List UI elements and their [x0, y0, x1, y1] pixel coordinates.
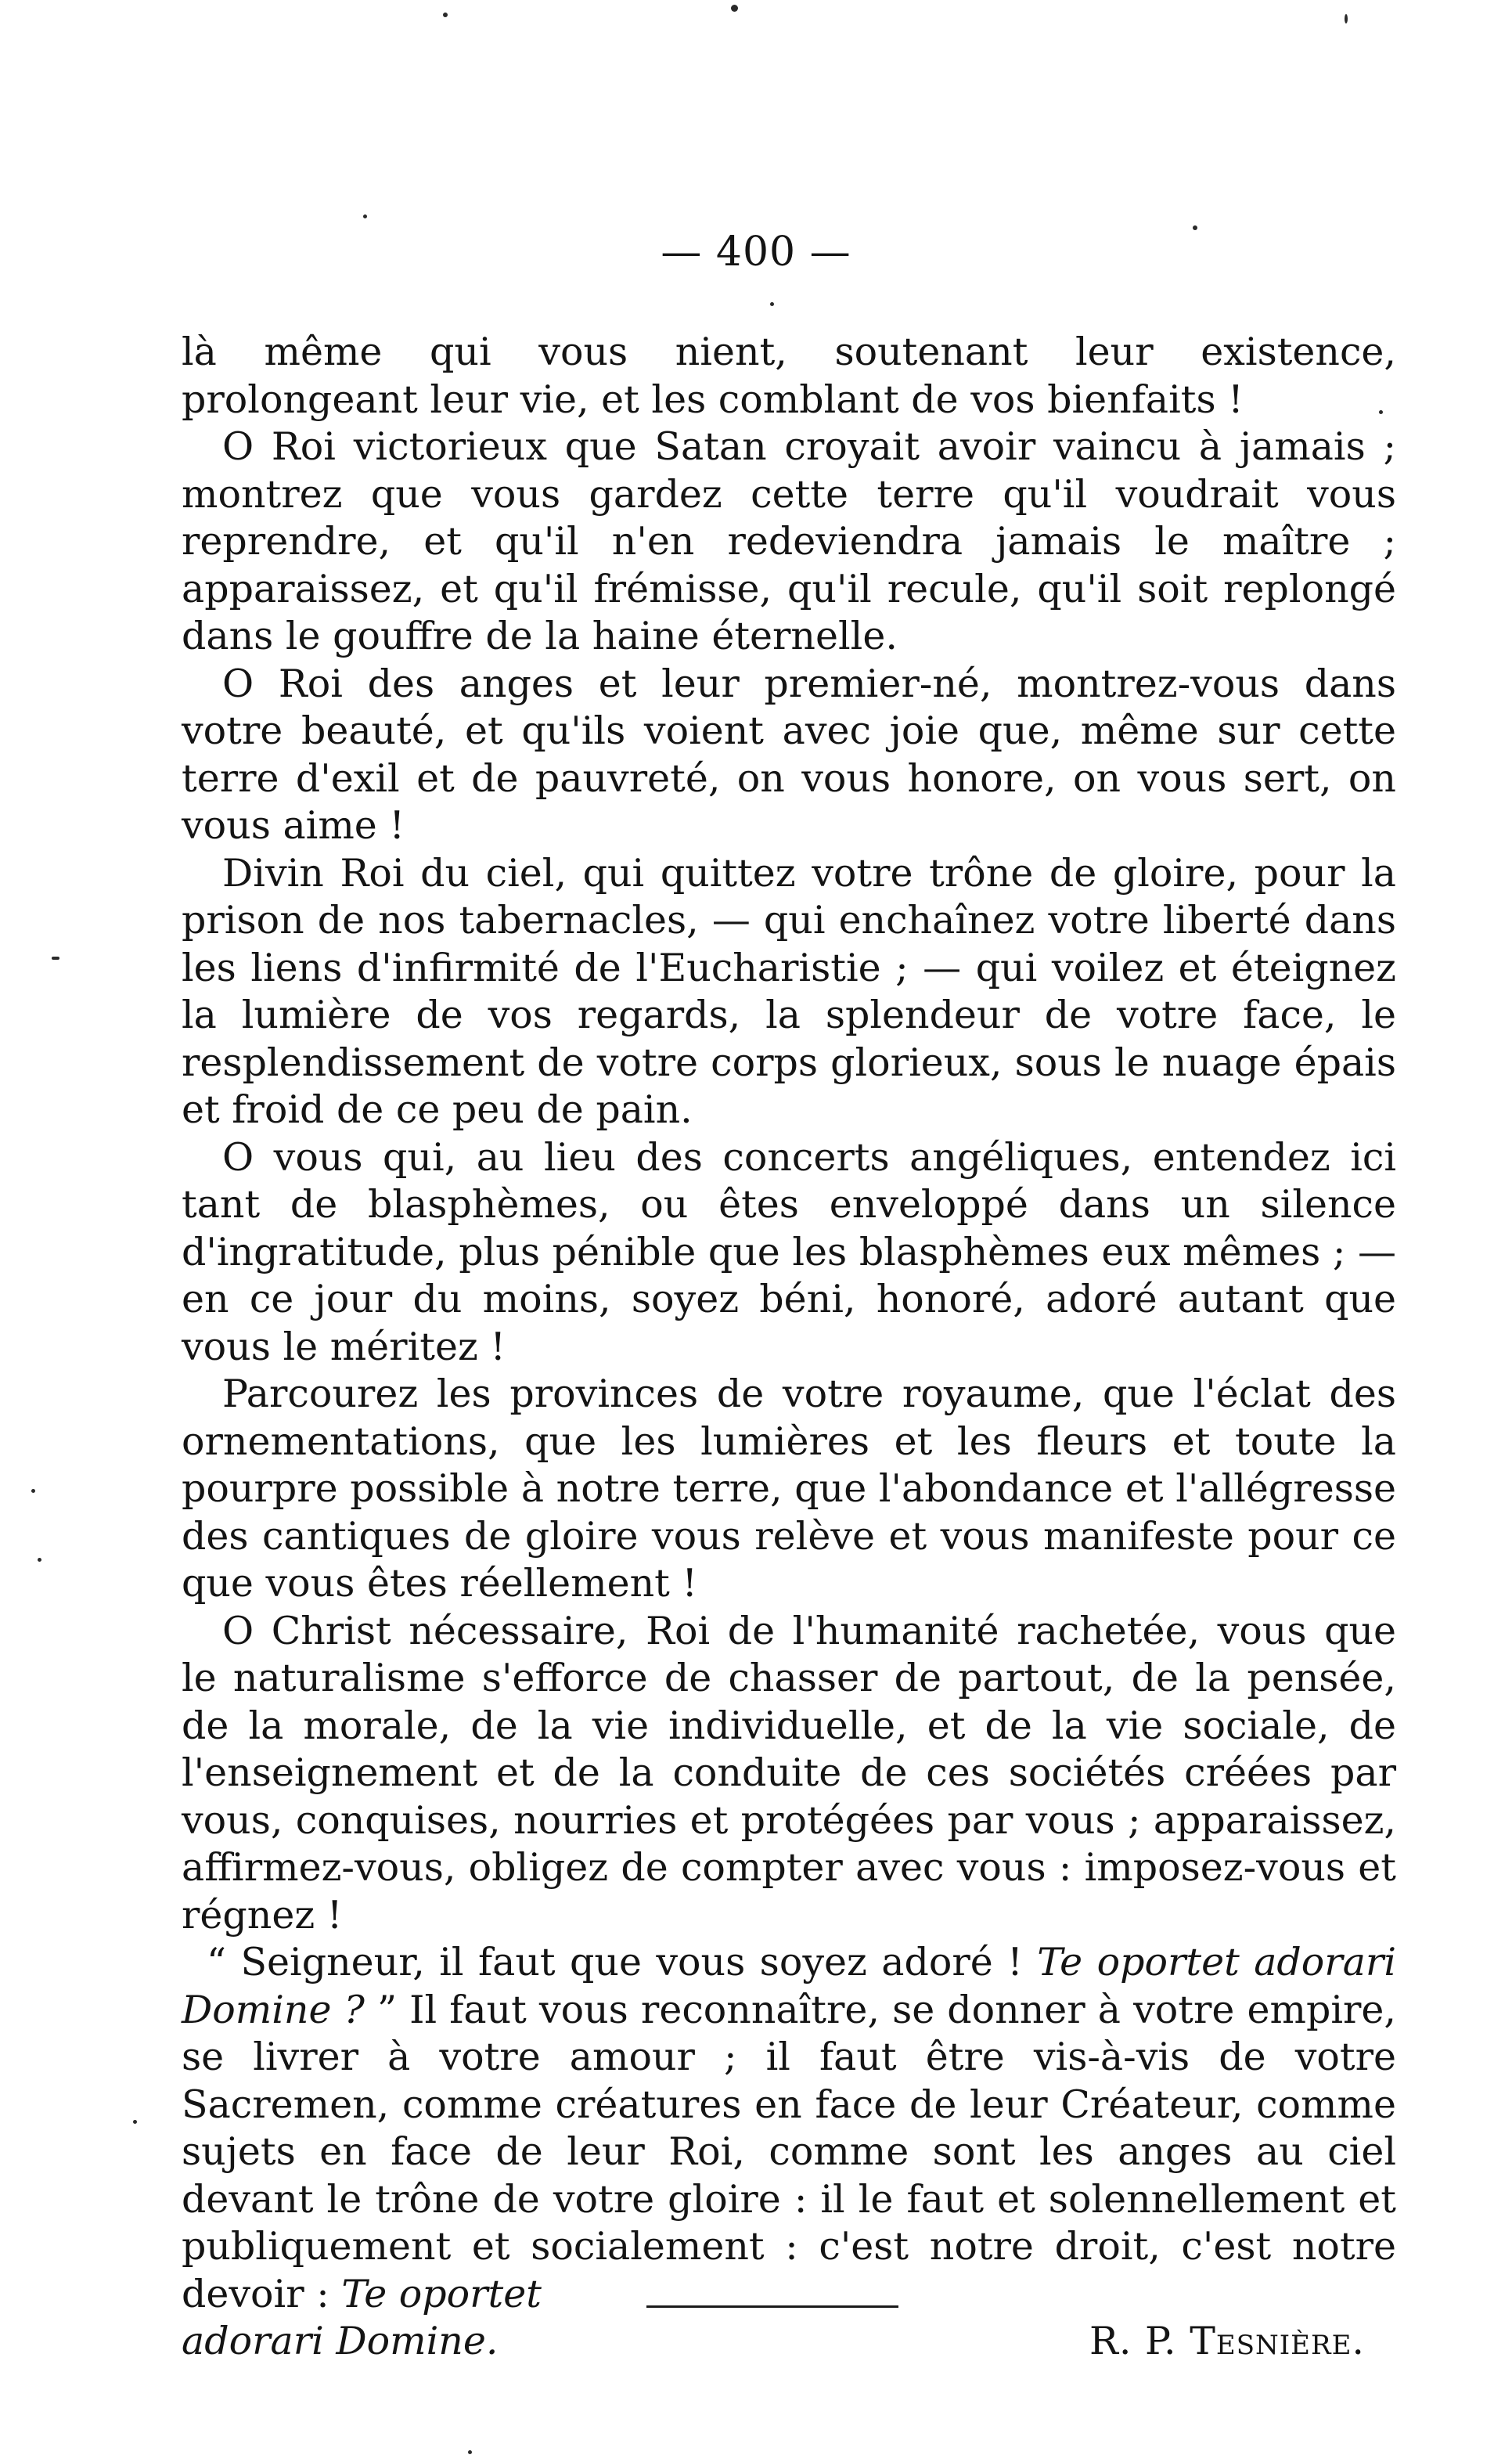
print-speck [1193, 225, 1197, 230]
paragraph-seigneur [182, 1939, 1396, 2318]
print-speck [38, 1558, 41, 1562]
author-name: Tesnière. [1190, 2319, 1365, 2363]
print-speck [363, 214, 367, 218]
signature-line [182, 2318, 1396, 2366]
paragraph-divin-roi: Divin Roi du ciel, qui quittez votre trône de gloire, pour la prison de nos tabernacles, — qui enchaînez votre liberté dans les liens d'infirmité de l'Eucharistie ; — qui voilez et éteignez la lumière de vos regards, la splendeur de votre face, le resplendissement de votre corps glorieux, sous le nuage épais et froid de ce peu de pain. [182, 850, 1396, 1132]
print-speck [468, 2450, 472, 2454]
body-text [182, 329, 1396, 2366]
print-speck [443, 13, 448, 17]
author-initials: R. P. [1089, 2319, 1190, 2363]
print-speck [770, 302, 774, 306]
paragraph-parcourez: Parcourez les provinces de votre royaume, que l'éclat des ornementations, que les lumières et les fleurs et toute la pourpre possible à notre terre, que l'abondance et l'allégresse des cantiques de gloire vous relève et vous manifeste pour ce que vous êtes réellement ! [182, 1372, 1396, 1606]
latin-phrase-2: Te oportet [341, 2271, 542, 2316]
quote-text: Seigneur, il faut que vous soyez adoré ! [240, 1940, 1038, 1984]
print-speck [31, 1489, 35, 1493]
paragraph-o-vous-qui: O vous qui, au lieu des concerts angéliques, entendez ici tant de blasphèmes, ou êtes enveloppé dans un silence d'ingratitude, plus pénible que les blasphèmes eux mêmes ; — en ce jour du moins, soyez béni, honoré, adoré autant que vous le méritez ! [182, 1134, 1396, 1369]
author-signature [1089, 2318, 1396, 2366]
paragraph-christ-necessaire: O Christ nécessaire, Roi de l'humanité rachetée, vous que le naturalisme s'efforce de chasser de partout, de la pensée, de la morale, de la vie individuelle, et de la vie sociale, de l'enseignement et de la conduite de ces sociétés créées par vous, conquises, nourries et protégées par vous ; apparaissez, affirmez-vous, obligez de compter avec vous : imposez-vous et régnez ! [182, 1608, 1396, 1938]
print-speck [731, 5, 738, 12]
latin-phrase-3: adorari Domine. [182, 2319, 499, 2363]
separator-rule [646, 2305, 898, 2308]
paragraph-continuation: là même qui vous nient, soutenant leur existence, prolongeant leur vie, et les comblant de vos bienfaits ! [182, 330, 1396, 422]
print-speck [133, 2120, 137, 2124]
latin-phrase-1: Te oportet adorari Domine ? [182, 1940, 1397, 2032]
page-number: — 400 — [661, 229, 851, 276]
print-speck [52, 957, 59, 960]
closing-body: Il faut vous reconnaître, se donner à votre empire, se livrer à votre amour ; il faut être vis-à-vis de votre Sacremen, comme créatures en face de leur Créateur, comme sujets en face de leur Roi, comme sont les anges au ciel devant le trône de votre gloire : il le faut et solennellement et publiquement et socialement : c'est notre droit, c'est notre devoir : [182, 1987, 1397, 2316]
close-quote: ” [364, 1987, 410, 2032]
paragraph-roi-victorieux: O Roi victorieux que Satan croyait avoir vaincu à jamais ; montrez que vous gardez cette terre qu'il voudrait vous reprendre, et qu'il n'en redeviendra jamais le maître ; apparaissez, et qu'il frémisse, qu'il recule, qu'il soit replongé dans le gouffre de la haine éternelle. [182, 424, 1396, 658]
print-speck [1345, 14, 1348, 23]
open-quote: “ [207, 1940, 241, 1984]
paragraph-roi-des-anges: O Roi des anges et leur premier-né, montrez-vous dans votre beauté, et qu'ils voient avec joie que, même sur cette terre d'exil et de pauvreté, on vous honore, on vous sert, on vous aime ! [182, 661, 1396, 848]
print-speck [1379, 410, 1383, 414]
